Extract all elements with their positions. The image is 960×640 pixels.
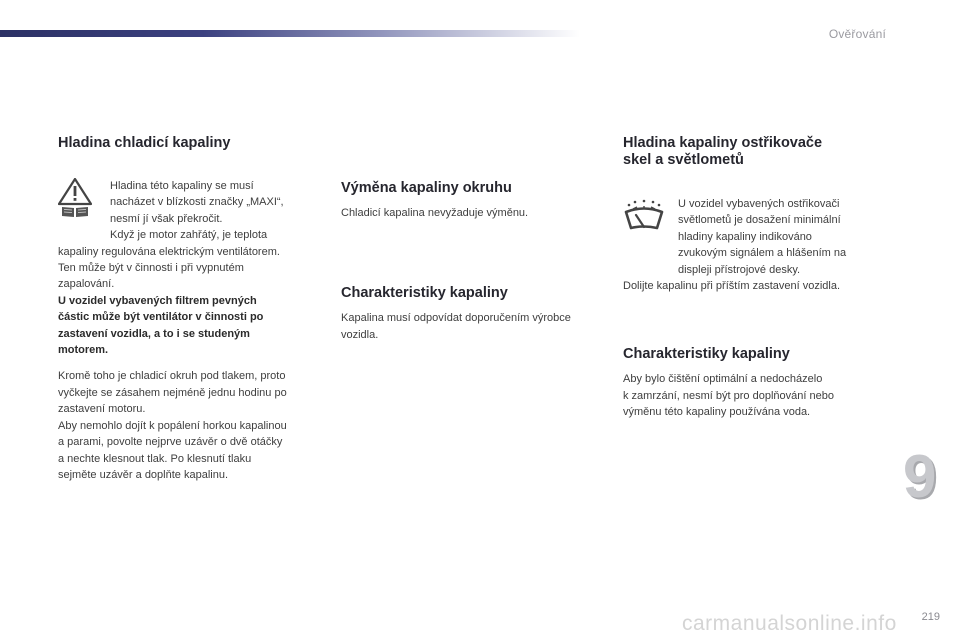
coolant-line: a parami, povolte nejprve uzávěr o dvě otáčky <box>58 436 283 449</box>
washer-spec-line: výměnu této kapaliny používána voda. <box>623 406 811 419</box>
coolant-line: zapalování. <box>58 278 115 291</box>
washer-line: Dolijte kapalinu při příštím zastavení vozidla. <box>623 280 841 293</box>
section-label: Ověřování <box>828 27 886 41</box>
coolant-pressure-text <box>58 368 318 483</box>
coolant-line: nesmí jí však překročit. <box>110 212 223 225</box>
chapter-tab-number: 9 <box>903 443 937 510</box>
coolant-line: zastavení motoru. <box>58 403 146 416</box>
coolant-bold-line: zastavení vozidla, a to i se studeným <box>58 327 250 340</box>
washer-line: zvukovým signálem a hlášením na <box>678 247 847 260</box>
washer-title-line: Hladina kapaliny ostřikovače <box>623 135 823 151</box>
circuit-text: Chladicí kapalina nevyžaduje výměnu. <box>341 207 529 219</box>
windshield-washer-icon <box>623 198 665 234</box>
circuit-spec-line: vozidla. <box>341 328 379 341</box>
washer-line: hladiny kapaliny indikováno <box>678 230 812 243</box>
coolant-line: Ten může být v činnosti i při vypnutém <box>58 262 244 275</box>
washer-column <box>623 135 873 421</box>
circuit-spec-title: Charakteristiky kapaliny <box>341 285 508 302</box>
coolant-line: kapaliny regulována elektrickým ventilátorem. <box>58 245 280 258</box>
washer-spec-text <box>623 371 873 420</box>
coolant-warning-block <box>58 178 318 358</box>
washer-line: U vozidel vybavených ostřikovači <box>678 198 840 210</box>
coolant-bold-line: částic může být ventilátor v činnosti po <box>58 311 264 324</box>
coolant-bold-line: U vozidel vybavených filtrem pevných <box>58 294 257 307</box>
circuit-spec-text <box>341 310 606 343</box>
coolant-line: vyčkejte se zásahem nejméně jednu hodinu po <box>58 386 287 399</box>
washer-spec-title: Charakteristiky kapaliny <box>623 346 790 363</box>
coolant-line: Aby nemohlo dojít k popálení horkou kapalinou <box>58 419 287 432</box>
circuit-spec-line: Kapalina musí odpovídat doporučením výrobce <box>341 312 571 325</box>
circuit-column <box>341 180 606 343</box>
page-number: 219 <box>921 611 940 623</box>
coolant-column <box>58 135 318 483</box>
washer-title <box>623 135 873 169</box>
washer-line: displeji přístrojové desky. <box>678 263 801 276</box>
header-gradient-bar <box>0 30 580 37</box>
coolant-line: sejměte uzávěr a doplňte kapalinu. <box>58 468 228 481</box>
washer-block <box>623 196 873 294</box>
coolant-line: Když je motor zahřátý, je teplota <box>110 229 268 242</box>
coolant-line: Kromě toho je chladicí okruh pod tlakem, proto <box>58 370 286 383</box>
coolant-line: Hladina této kapaliny se musí <box>110 180 254 192</box>
washer-spec-line: k zamrzání, nesmí být pro doplňování nebo <box>623 389 834 402</box>
coolant-bold-line: motorem. <box>58 344 109 357</box>
washer-line: světlometů je dosažení minimální <box>678 214 841 227</box>
watermark: carmanualsonline.info <box>682 612 897 635</box>
coolant-title: Hladina chladicí kapaliny <box>58 135 231 151</box>
circuit-title: Výměna kapaliny okruhu <box>341 180 512 196</box>
warning-book-icon <box>58 178 92 218</box>
coolant-indented-text <box>58 178 318 244</box>
washer-title-line: skel a světlometů <box>623 152 744 168</box>
washer-spec-line: Aby bylo čištění optimální a nedocházelo <box>623 373 823 386</box>
coolant-line: nacházet v blízkosti značky „MAXI“, <box>110 196 284 209</box>
coolant-line: a nechte klesnout tlak. Po klesnutí tlaku <box>58 452 252 465</box>
